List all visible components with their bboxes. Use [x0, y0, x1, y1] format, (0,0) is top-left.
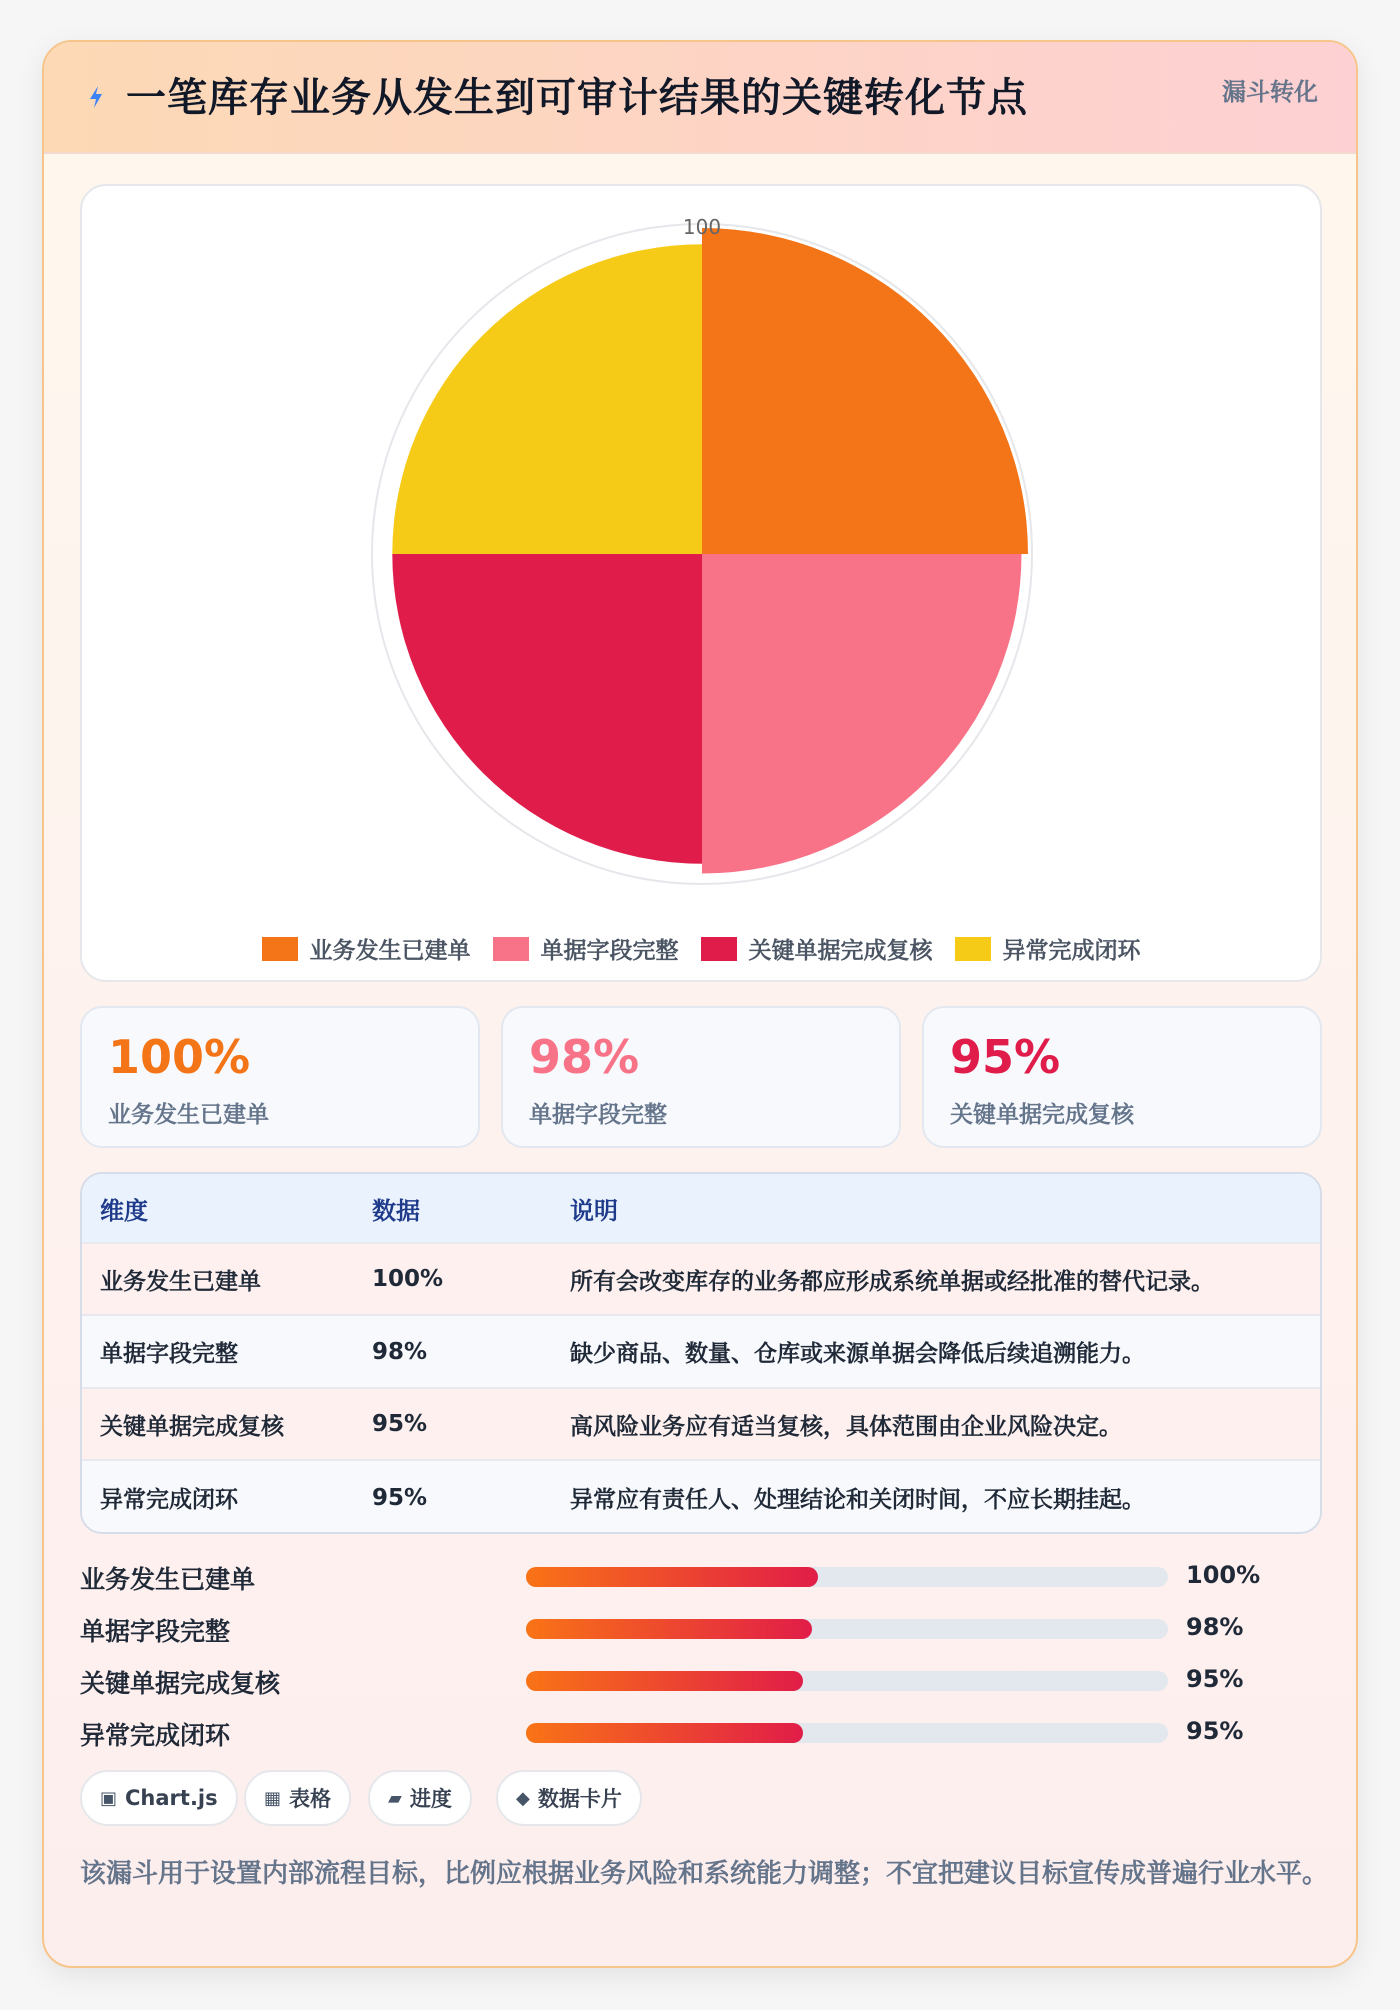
table-cell: 所有会改变库存的业务都应形成系统单据或经批准的替代记录。 — [570, 1268, 1214, 1295]
table-cell: 关键单据完成复核 — [100, 1413, 284, 1440]
progress-row — [80, 1609, 1322, 1649]
table-cell: 98% — [372, 1338, 428, 1365]
chart-icon: ▣ — [100, 1787, 118, 1809]
legend-label: 异常完成闭环 — [1002, 938, 1141, 964]
table-cell: 异常完成闭环 — [100, 1487, 238, 1513]
funnel-card — [42, 40, 1358, 1968]
legend-swatch — [262, 937, 298, 961]
progress-fill — [526, 1723, 803, 1743]
category-tag: 漏斗转化 — [1222, 78, 1318, 106]
pill-label: 表格 — [289, 1787, 332, 1811]
pill-label: 进度 — [409, 1787, 452, 1811]
progress-track — [526, 1619, 1168, 1639]
pie-slice[interactable] — [392, 554, 702, 864]
progress-label: 业务发生已建单 — [80, 1565, 256, 1594]
table-cell: 异常应有责任人、处理结论和关闭时间，不应长期挂起。 — [570, 1487, 1145, 1513]
progress-pill[interactable] — [368, 1770, 472, 1826]
table-pill[interactable] — [244, 1770, 351, 1826]
table-header-row — [82, 1174, 1320, 1244]
progress-label: 单据字段完整 — [80, 1617, 231, 1646]
data-card-pill[interactable] — [496, 1770, 642, 1826]
progress-label: 异常完成闭环 — [80, 1721, 231, 1750]
progress-label: 关键单据完成复核 — [80, 1669, 281, 1698]
table-row — [82, 1461, 1320, 1534]
page-title: 一笔库存业务从发生到可审计结果的关键转化节点 — [126, 75, 1028, 121]
card-header — [44, 42, 1356, 154]
footnote: 该漏斗用于设置内部流程目标，比例应根据业务风险和系统能力调整；不宜把建议目标宣传成普遍行业水平。 — [80, 1859, 1329, 1889]
table-cell: 单据字段完整 — [100, 1341, 238, 1367]
legend-item[interactable] — [262, 932, 471, 965]
stat-value: 100% — [108, 1030, 251, 1084]
stat-value: 95% — [950, 1030, 1061, 1084]
progress-row — [80, 1557, 1322, 1597]
table-cell: 缺少商品、数量、仓库或来源单据会降低后续追溯能力。 — [570, 1341, 1145, 1367]
table-cell: 业务发生已建单 — [100, 1268, 261, 1295]
legend-label: 业务发生已建单 — [309, 938, 471, 964]
legend-item[interactable] — [955, 932, 1141, 965]
pie-chart — [82, 186, 1320, 926]
pie-slice[interactable] — [392, 244, 702, 554]
legend-item[interactable] — [493, 932, 679, 965]
chart-legend — [82, 932, 1320, 965]
progress-icon: ▰ — [388, 1787, 402, 1809]
table-row — [82, 1389, 1320, 1461]
progress-row — [80, 1713, 1322, 1753]
data-table — [80, 1172, 1322, 1534]
pill-label: 数据卡片 — [537, 1787, 622, 1811]
table-cell: 95% — [372, 1484, 428, 1511]
stat-label: 业务发生已建单 — [108, 1102, 269, 1128]
stat-card-created — [80, 1006, 480, 1148]
progress-track — [526, 1723, 1168, 1743]
lightning-icon — [84, 82, 108, 112]
chartjs-pill[interactable] — [80, 1770, 238, 1826]
progress-row — [80, 1661, 1322, 1701]
column-header: 说明 — [570, 1196, 618, 1225]
pie-slice[interactable] — [702, 228, 1028, 554]
pill-label: Chart.js — [125, 1786, 218, 1810]
progress-fill — [526, 1619, 812, 1639]
progress-track — [526, 1671, 1168, 1691]
legend-swatch — [493, 937, 529, 961]
progress-track — [526, 1567, 1168, 1587]
table-row — [82, 1316, 1320, 1389]
stat-card-reviewed — [922, 1006, 1322, 1148]
stat-value: 98% — [529, 1030, 640, 1084]
card-icon: ◆ — [516, 1787, 530, 1809]
column-header: 维度 — [100, 1196, 148, 1225]
legend-label: 单据字段完整 — [540, 938, 679, 964]
chart-panel — [80, 184, 1322, 982]
progress-fill — [526, 1567, 818, 1587]
progress-value: 100% — [1186, 1561, 1261, 1589]
table-icon: ▦ — [264, 1787, 282, 1809]
column-header: 数据 — [372, 1196, 420, 1225]
table-cell: 100% — [372, 1266, 444, 1292]
progress-fill — [526, 1671, 803, 1691]
table-row — [82, 1244, 1320, 1316]
legend-swatch — [955, 937, 991, 961]
radial-tick-label: 100 — [682, 215, 722, 239]
pie-slice[interactable] — [702, 554, 1021, 873]
progress-value: 95% — [1186, 1717, 1244, 1745]
table-cell: 高风险业务应有适当复核，具体范围由企业风险决定。 — [570, 1413, 1122, 1440]
stat-label: 单据字段完整 — [529, 1102, 667, 1128]
progress-value: 95% — [1186, 1665, 1244, 1693]
legend-swatch — [701, 937, 737, 961]
legend-item[interactable] — [701, 932, 933, 965]
legend-label: 关键单据完成复核 — [748, 938, 933, 964]
table-cell: 95% — [372, 1411, 428, 1437]
stat-card-complete — [501, 1006, 901, 1148]
stat-label: 关键单据完成复核 — [950, 1102, 1134, 1128]
progress-value: 98% — [1186, 1613, 1244, 1641]
